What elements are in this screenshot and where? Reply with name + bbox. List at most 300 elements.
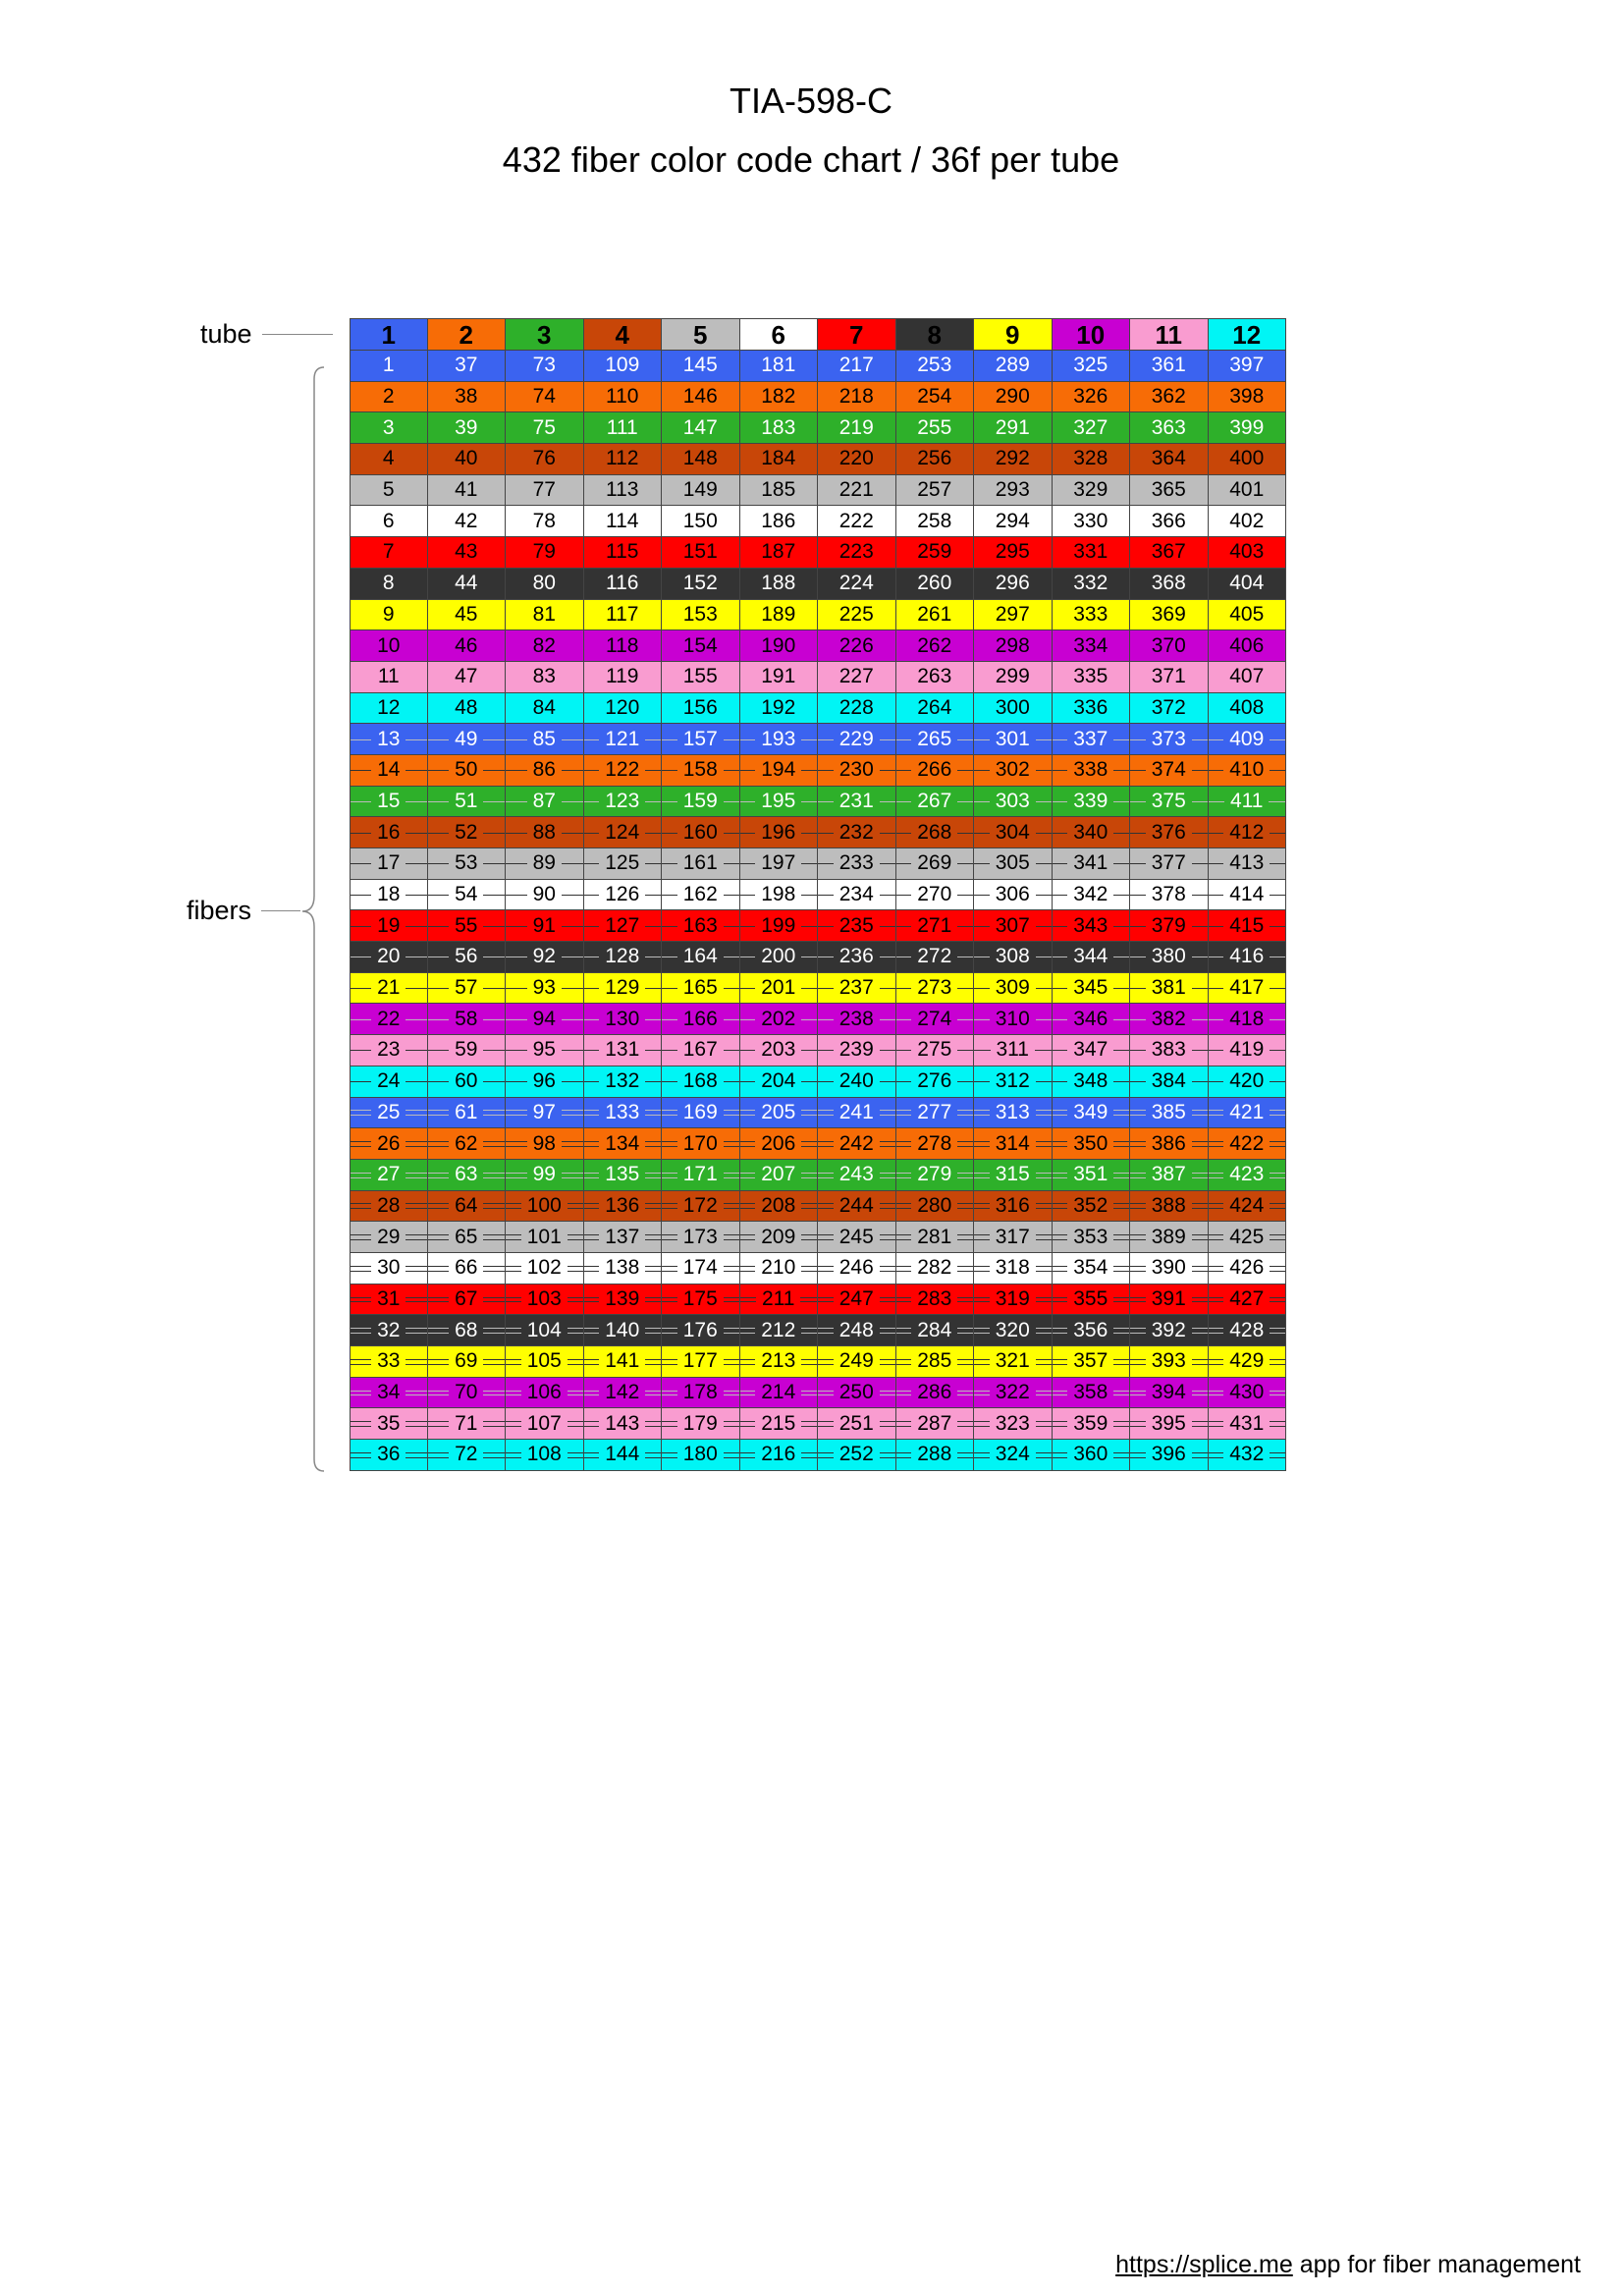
fiber-number: 126 xyxy=(599,882,645,907)
fiber-cell xyxy=(428,910,507,942)
fiber-number: 394 xyxy=(1146,1380,1192,1405)
fiber-cell xyxy=(1209,475,1287,507)
fiber-number: 8 xyxy=(377,571,401,596)
fiber-number: 72 xyxy=(449,1442,483,1467)
fiber-cell xyxy=(740,910,819,942)
fiber-color-table xyxy=(350,318,1286,1471)
fiber-cell xyxy=(350,1160,428,1191)
fiber-number: 243 xyxy=(834,1162,880,1187)
fiber-number: 320 xyxy=(990,1318,1036,1343)
tube-leader-line xyxy=(262,334,333,335)
fiber-cell xyxy=(818,1346,896,1378)
fiber-cell xyxy=(506,1440,584,1471)
fiber-number: 20 xyxy=(371,944,406,969)
fiber-number: 361 xyxy=(1146,353,1192,378)
fiber-cell xyxy=(818,1191,896,1223)
fiber-number: 363 xyxy=(1146,415,1192,441)
fiber-cell xyxy=(662,1128,740,1160)
fiber-cell xyxy=(428,444,507,475)
fiber-number: 241 xyxy=(834,1100,880,1125)
fiber-number: 5 xyxy=(377,477,401,503)
splice-me-link[interactable]: https://splice.me xyxy=(1115,2251,1293,2278)
fiber-cell xyxy=(1130,1315,1209,1346)
fiber-cell xyxy=(896,848,975,880)
fiber-cell xyxy=(1130,1035,1209,1066)
fiber-number: 167 xyxy=(677,1037,724,1063)
fiber-cell xyxy=(1130,537,1209,569)
fiber-number: 171 xyxy=(677,1162,724,1187)
fiber-cell xyxy=(896,1160,975,1191)
fiber-number: 214 xyxy=(755,1380,801,1405)
fiber-cell xyxy=(1053,880,1131,911)
fiber-number: 120 xyxy=(599,695,645,721)
fiber-cell xyxy=(1130,942,1209,973)
fiber-number: 303 xyxy=(990,789,1036,814)
fiber-number: 239 xyxy=(834,1037,880,1063)
fiber-number: 123 xyxy=(599,789,645,814)
fiber-cell xyxy=(662,444,740,475)
fiber-cell xyxy=(428,569,507,600)
fiber-cell xyxy=(740,412,819,444)
fiber-cell xyxy=(1209,1440,1287,1471)
fiber-number: 267 xyxy=(911,789,957,814)
page-title: TIA-598-C xyxy=(729,81,893,121)
fiber-number: 431 xyxy=(1223,1411,1270,1437)
fiber-cell xyxy=(350,382,428,413)
fiber-number: 396 xyxy=(1146,1442,1192,1467)
tube-header-cell xyxy=(662,318,740,351)
fiber-cell xyxy=(740,1066,819,1098)
tube-number: 5 xyxy=(693,319,708,350)
fiber-cell xyxy=(350,1285,428,1316)
fiber-number: 432 xyxy=(1223,1442,1270,1467)
tube-number: 6 xyxy=(771,319,785,350)
fiber-cell xyxy=(818,973,896,1005)
fiber-cell xyxy=(896,755,975,787)
fiber-number: 224 xyxy=(834,571,880,596)
fiber-cell xyxy=(974,1191,1053,1223)
fiber-number: 387 xyxy=(1146,1162,1192,1187)
fiber-cell xyxy=(584,1035,663,1066)
fiber-number: 102 xyxy=(521,1255,568,1281)
fiber-cell xyxy=(350,1346,428,1378)
fiber-cell xyxy=(428,351,507,382)
fiber-number: 333 xyxy=(1067,602,1113,628)
fiber-number: 321 xyxy=(990,1348,1036,1374)
fiber-number: 219 xyxy=(834,415,880,441)
fiber-number: 316 xyxy=(990,1193,1036,1219)
fiber-number: 9 xyxy=(377,602,401,628)
fiber-cell xyxy=(350,1066,428,1098)
fiber-number: 111 xyxy=(601,415,644,441)
fiber-cell xyxy=(350,787,428,818)
fiber-cell xyxy=(1130,382,1209,413)
fiber-cell xyxy=(1209,724,1287,755)
fiber-number: 67 xyxy=(449,1286,483,1312)
fiber-number: 57 xyxy=(449,975,483,1001)
fiber-cell xyxy=(506,755,584,787)
fiber-number: 377 xyxy=(1146,850,1192,876)
fiber-cell xyxy=(818,382,896,413)
fiber-number: 308 xyxy=(990,944,1036,969)
fiber-cell xyxy=(584,1285,663,1316)
fiber-number: 121 xyxy=(599,727,645,752)
fiber-number: 329 xyxy=(1067,477,1113,503)
fiber-row xyxy=(350,475,1286,507)
fiber-cell xyxy=(974,1222,1053,1253)
fiber-cell xyxy=(1053,1346,1131,1378)
fiber-number: 317 xyxy=(990,1225,1036,1250)
fiber-cell xyxy=(740,1346,819,1378)
fiber-row xyxy=(350,662,1286,693)
fiber-number: 1 xyxy=(377,353,401,378)
fiber-row xyxy=(350,1315,1286,1346)
fiber-number: 393 xyxy=(1146,1348,1192,1374)
fiber-number: 357 xyxy=(1067,1348,1113,1374)
fiber-cell xyxy=(350,1440,428,1471)
tube-header-cell xyxy=(1209,318,1287,351)
fiber-cell xyxy=(1209,942,1287,973)
fiber-number: 137 xyxy=(599,1225,645,1250)
fiber-number: 108 xyxy=(521,1442,568,1467)
fiber-cell xyxy=(974,1253,1053,1285)
fiber-cell xyxy=(506,1253,584,1285)
fiber-number: 106 xyxy=(521,1380,568,1405)
fiber-cell xyxy=(1053,1066,1131,1098)
fiber-number: 284 xyxy=(911,1318,957,1343)
fiber-cell xyxy=(584,475,663,507)
fiber-number: 32 xyxy=(371,1318,406,1343)
fiber-number: 379 xyxy=(1146,913,1192,939)
fiber-number: 170 xyxy=(677,1131,724,1157)
fiber-cell xyxy=(428,1035,507,1066)
fiber-number: 104 xyxy=(521,1318,568,1343)
fiber-number: 326 xyxy=(1067,384,1113,410)
fiber-cell xyxy=(1053,1004,1131,1035)
fiber-number: 348 xyxy=(1067,1068,1113,1094)
fiber-number: 122 xyxy=(599,757,645,783)
fiber-number: 302 xyxy=(990,757,1036,783)
fiber-cell xyxy=(506,973,584,1005)
fiber-number: 30 xyxy=(371,1255,406,1281)
fiber-number: 23 xyxy=(371,1037,406,1063)
fiber-cell xyxy=(350,600,428,631)
fiber-number: 164 xyxy=(677,944,724,969)
fiber-number: 84 xyxy=(527,695,562,721)
fiber-number: 54 xyxy=(449,882,483,907)
fiber-cell xyxy=(506,1222,584,1253)
fiber-number: 414 xyxy=(1223,882,1270,907)
fiber-cell xyxy=(896,1222,975,1253)
fibers-brace xyxy=(295,365,334,1475)
fiber-cell xyxy=(662,662,740,693)
fiber-cell xyxy=(1209,351,1287,382)
fiber-cell xyxy=(1053,693,1131,725)
tube-number: 10 xyxy=(1076,319,1106,350)
fiber-number: 99 xyxy=(527,1162,562,1187)
fiber-cell xyxy=(1053,817,1131,848)
fiber-number: 286 xyxy=(911,1380,957,1405)
fiber-number: 82 xyxy=(527,633,562,659)
fiber-number: 31 xyxy=(371,1286,406,1312)
fiber-cell xyxy=(818,475,896,507)
fiber-cell xyxy=(1209,817,1287,848)
fiber-number: 41 xyxy=(449,477,483,503)
fiber-number: 221 xyxy=(834,477,880,503)
fiber-cell xyxy=(662,693,740,725)
fiber-number: 80 xyxy=(527,571,562,596)
fiber-cell xyxy=(1130,1440,1209,1471)
fiber-cell xyxy=(896,693,975,725)
fiber-number: 274 xyxy=(911,1007,957,1032)
fiber-cell xyxy=(740,1222,819,1253)
fiber-number: 58 xyxy=(449,1007,483,1032)
fiber-number: 63 xyxy=(449,1162,483,1187)
fiber-cell xyxy=(818,942,896,973)
fiber-number: 275 xyxy=(911,1037,957,1063)
fiber-number: 177 xyxy=(677,1348,724,1374)
fiber-number: 381 xyxy=(1146,975,1192,1001)
fiber-number: 248 xyxy=(834,1318,880,1343)
fiber-cell xyxy=(1130,600,1209,631)
fiber-cell xyxy=(428,817,507,848)
fiber-number: 338 xyxy=(1067,757,1113,783)
fiber-cell xyxy=(740,351,819,382)
fiber-number: 143 xyxy=(599,1411,645,1437)
fiber-cell xyxy=(1209,662,1287,693)
fiber-number: 37 xyxy=(449,353,483,378)
fiber-number: 238 xyxy=(834,1007,880,1032)
fiber-cell xyxy=(506,444,584,475)
fiber-cell xyxy=(1130,1285,1209,1316)
fiber-number: 44 xyxy=(449,571,483,596)
fiber-number: 350 xyxy=(1067,1131,1113,1157)
fiber-number: 147 xyxy=(677,415,724,441)
fiber-number: 384 xyxy=(1146,1068,1192,1094)
fiber-cell xyxy=(1130,1098,1209,1129)
fiber-number: 400 xyxy=(1223,446,1270,471)
fiber-number: 68 xyxy=(449,1318,483,1343)
fiber-number: 310 xyxy=(990,1007,1036,1032)
fiber-cell xyxy=(662,506,740,537)
fiber-cell xyxy=(1130,787,1209,818)
fiber-cell xyxy=(584,1098,663,1129)
fiber-cell xyxy=(1130,662,1209,693)
fiber-cell xyxy=(1209,910,1287,942)
fiber-number: 33 xyxy=(371,1348,406,1374)
fiber-cell xyxy=(662,630,740,662)
fiber-number: 332 xyxy=(1067,571,1113,596)
fiber-number: 339 xyxy=(1067,789,1113,814)
fiber-cell xyxy=(506,1191,584,1223)
fiber-cell xyxy=(974,724,1053,755)
fiber-cell xyxy=(506,662,584,693)
fiber-number: 180 xyxy=(677,1442,724,1467)
tube-number: 11 xyxy=(1155,319,1182,350)
fiber-number: 247 xyxy=(834,1286,880,1312)
fiber-number: 254 xyxy=(911,384,957,410)
fiber-row xyxy=(350,1098,1286,1129)
fiber-number: 413 xyxy=(1223,850,1270,876)
fiber-cell xyxy=(1130,569,1209,600)
fiber-number: 211 xyxy=(756,1286,800,1312)
fiber-number: 172 xyxy=(677,1193,724,1219)
fiber-cell xyxy=(428,1066,507,1098)
fiber-cell xyxy=(350,662,428,693)
fiber-cell xyxy=(896,817,975,848)
fiber-cell xyxy=(740,569,819,600)
fiber-number: 409 xyxy=(1223,727,1270,752)
fiber-cell xyxy=(428,475,507,507)
fiber-cell xyxy=(740,1160,819,1191)
fiber-cell xyxy=(974,1408,1053,1440)
fiber-cell xyxy=(1130,1222,1209,1253)
fiber-cell xyxy=(1053,848,1131,880)
fiber-row xyxy=(350,351,1286,382)
fiber-cell xyxy=(740,1035,819,1066)
fiber-cell xyxy=(818,755,896,787)
fibers-axis-label: fibers xyxy=(187,896,252,925)
fiber-cell xyxy=(428,973,507,1005)
fiber-number: 330 xyxy=(1067,509,1113,534)
fiber-number: 335 xyxy=(1067,664,1113,689)
fiber-row xyxy=(350,600,1286,631)
fiber-cell xyxy=(506,942,584,973)
fiber-number: 283 xyxy=(911,1286,957,1312)
fiber-cell xyxy=(662,848,740,880)
fiber-number: 225 xyxy=(834,602,880,628)
fiber-number: 229 xyxy=(834,727,880,752)
fiber-number: 301 xyxy=(990,727,1036,752)
fiber-number: 253 xyxy=(911,353,957,378)
fiber-number: 169 xyxy=(677,1100,724,1125)
fiber-number: 319 xyxy=(990,1286,1036,1312)
fiber-number: 100 xyxy=(521,1193,568,1219)
fiber-number: 216 xyxy=(755,1442,801,1467)
fiber-number: 24 xyxy=(371,1068,406,1094)
fiber-cell xyxy=(506,1098,584,1129)
fiber-cell xyxy=(740,973,819,1005)
fiber-number: 404 xyxy=(1223,571,1270,596)
fiber-row xyxy=(350,880,1286,911)
fiber-number: 334 xyxy=(1067,633,1113,659)
fiber-number: 65 xyxy=(449,1225,483,1250)
fiber-cell xyxy=(428,1160,507,1191)
fiber-number: 345 xyxy=(1067,975,1113,1001)
fiber-number: 281 xyxy=(911,1225,957,1250)
fiber-number: 364 xyxy=(1146,446,1192,471)
fiber-number: 230 xyxy=(834,757,880,783)
fiber-number: 390 xyxy=(1146,1255,1192,1281)
fiber-cell xyxy=(740,1004,819,1035)
fiber-number: 39 xyxy=(449,415,483,441)
fiber-cell xyxy=(974,1098,1053,1129)
fiber-cell xyxy=(1053,1440,1131,1471)
fiber-number: 258 xyxy=(911,509,957,534)
fiber-number: 318 xyxy=(990,1255,1036,1281)
fiber-cell xyxy=(1053,1191,1131,1223)
fiber-number: 226 xyxy=(834,633,880,659)
fiber-number: 46 xyxy=(449,633,483,659)
fiber-number: 183 xyxy=(755,415,801,441)
fiber-cell xyxy=(818,880,896,911)
fiber-number: 131 xyxy=(599,1037,645,1063)
fiber-cell xyxy=(428,848,507,880)
fiber-number: 115 xyxy=(600,539,644,565)
fiber-number: 119 xyxy=(600,664,644,689)
fiber-number: 343 xyxy=(1067,913,1113,939)
fiber-cell xyxy=(896,787,975,818)
fiber-cell xyxy=(740,848,819,880)
fiber-cell xyxy=(1053,569,1131,600)
fiber-cell xyxy=(1053,630,1131,662)
fiber-cell xyxy=(740,693,819,725)
fiber-number: 340 xyxy=(1067,820,1113,846)
fiber-cell xyxy=(584,506,663,537)
fiber-cell xyxy=(350,755,428,787)
fiber-row xyxy=(350,1440,1286,1471)
fiber-cell xyxy=(1209,1378,1287,1409)
fiber-cell xyxy=(584,910,663,942)
fiber-number: 103 xyxy=(521,1286,568,1312)
fiber-cell xyxy=(584,1128,663,1160)
fiber-number: 160 xyxy=(677,820,724,846)
fiber-cell xyxy=(584,1066,663,1098)
fiber-cell xyxy=(350,1253,428,1285)
fiber-number: 105 xyxy=(521,1348,568,1374)
fiber-cell xyxy=(818,1066,896,1098)
fiber-cell xyxy=(350,880,428,911)
fiber-cell xyxy=(506,412,584,444)
fiber-cell xyxy=(428,942,507,973)
fiber-number: 336 xyxy=(1067,695,1113,721)
fiber-cell xyxy=(740,1378,819,1409)
fiber-number: 291 xyxy=(990,415,1036,441)
page-subtitle: 432 fiber color code chart / 36f per tube xyxy=(502,139,1120,180)
fiber-cell xyxy=(428,537,507,569)
fiber-cell xyxy=(818,1315,896,1346)
fiber-cell xyxy=(974,1378,1053,1409)
fiber-number: 161 xyxy=(677,850,724,876)
fiber-cell xyxy=(818,910,896,942)
fiber-number: 306 xyxy=(990,882,1036,907)
fiber-cell xyxy=(896,1004,975,1035)
fiber-cell xyxy=(974,351,1053,382)
fiber-number: 341 xyxy=(1067,850,1113,876)
fiber-number: 261 xyxy=(911,602,957,628)
fiber-cell xyxy=(506,787,584,818)
fiber-cell xyxy=(1053,412,1131,444)
fiber-number: 324 xyxy=(990,1442,1036,1467)
fiber-number: 213 xyxy=(755,1348,801,1374)
fiber-cell xyxy=(974,630,1053,662)
fiber-cell xyxy=(1209,444,1287,475)
fiber-cell xyxy=(896,537,975,569)
fiber-cell xyxy=(896,475,975,507)
fiber-cell xyxy=(506,475,584,507)
fiber-cell xyxy=(1053,1378,1131,1409)
fiber-cell xyxy=(428,1222,507,1253)
fiber-number: 257 xyxy=(911,477,957,503)
fiber-number: 66 xyxy=(449,1255,483,1281)
tube-number: 3 xyxy=(537,319,552,350)
fiber-cell xyxy=(350,1315,428,1346)
fiber-cell xyxy=(1053,1128,1131,1160)
fiber-number: 232 xyxy=(834,820,880,846)
fiber-row xyxy=(350,382,1286,413)
fiber-cell xyxy=(506,1160,584,1191)
fiber-number: 328 xyxy=(1067,446,1113,471)
